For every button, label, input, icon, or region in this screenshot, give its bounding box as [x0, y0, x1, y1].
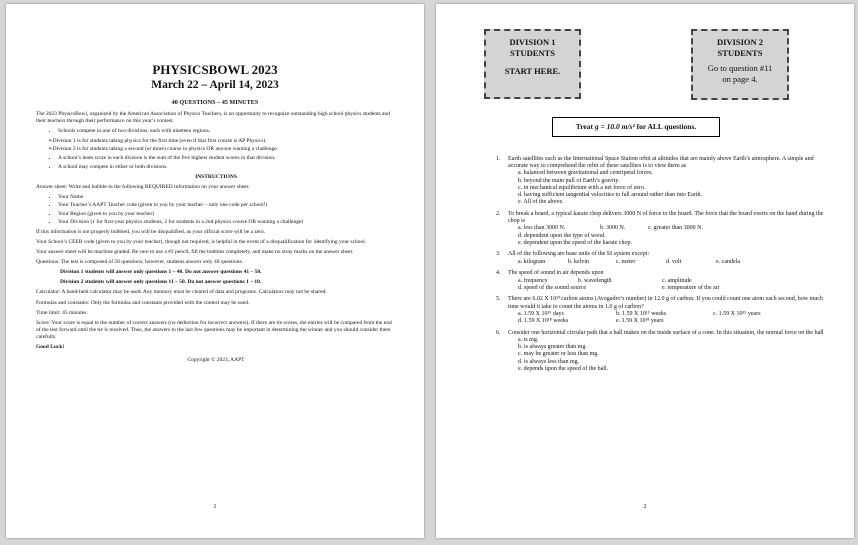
answer-row	[508, 278, 826, 285]
answer-option: d. volt	[666, 258, 682, 265]
answer-option: a. 1.59 X 10¹⁵ days	[518, 310, 564, 317]
answer-option: b. 3000 N.	[600, 225, 626, 232]
page-2	[436, 4, 854, 538]
instructions-heading: INSTRUCTIONS	[195, 173, 237, 180]
answer-row	[508, 311, 826, 318]
answer-option: c. meter	[616, 258, 636, 265]
division-1-box	[484, 29, 581, 99]
copyright: Copyright © 2023, AAPT	[187, 356, 245, 363]
answer-option: a. less than 3000 N.	[518, 225, 566, 232]
questions-list	[496, 156, 826, 377]
contest-subtitle: 40 QUESTIONS – 45 MINUTES	[171, 99, 259, 106]
division-1-line: STUDENTS	[510, 47, 555, 58]
answer-option: b. is always greater than mg.	[518, 344, 587, 351]
questions-paragraph: Questions: The test is composed of 50 questions; however, students answer only 40 questions.	[36, 259, 243, 266]
page-title: PHYSICSBOWL 2023	[152, 62, 278, 77]
question-5	[496, 296, 826, 325]
answer-option: e. 1.59 X 10¹⁸ years	[616, 318, 664, 325]
question-4	[496, 270, 826, 292]
division-2-box	[691, 29, 789, 100]
question-number: 6.	[496, 329, 501, 336]
page-1	[6, 4, 424, 538]
question-number: 4.	[496, 270, 501, 277]
answer-option: a. is mg.	[518, 336, 539, 343]
page-number: 2	[643, 504, 647, 510]
gravity-note	[552, 117, 720, 137]
required-info-list	[36, 194, 396, 226]
answer-option: e. All of the above.	[518, 199, 564, 206]
division-2-line: DIVISION 2	[716, 37, 764, 47]
division-2-line: Go to question #11	[707, 63, 773, 73]
ceeb-paragraph: Your School’s CEEB code (given to you by your teacher), though not required, is helpful in the event of a disqualification for identifying your school.	[36, 238, 367, 245]
answer-option: a. kilogram	[518, 258, 546, 265]
list-item: ➢ Division 1 is for students taking physics for the first time (even if that first course is AP Physics).	[48, 138, 396, 145]
answer-option: c. in mechanical equilibrium with a net force of zero.	[518, 184, 646, 191]
question-text: Consider one horizontal circular path that a ball makes on the inside surface of a cone. In this situation, the normal force on the ball	[508, 329, 824, 336]
answer-option: b. 1.59 X 10¹⁵ weeks	[616, 310, 667, 317]
list-item: • A school may compete in either or both divisions.	[58, 164, 396, 171]
question-2	[496, 211, 826, 247]
contest-dates: March 22 – April 14, 2023	[151, 79, 279, 91]
instructions-body	[36, 111, 396, 367]
list-item: • Your Name	[58, 194, 396, 201]
answer-option: e. candela	[716, 258, 740, 265]
question-text: There are 6.02 X 10²³ carbon atoms (Avogadro’s number) in 12.0 g of carbon. If you could count one atom each second, how much time would it take to count the atoms in 1.0 g of carbon?	[508, 296, 823, 310]
division-2-line: STUDENTS	[717, 47, 763, 58]
division-sublist	[36, 138, 396, 153]
gravity-formula: g = 10.0 m/s²	[594, 122, 635, 131]
answer-option: e. depends upon the speed of the ball.	[518, 365, 609, 372]
answer-option: a. balanced between gravitational and centripetal forces.	[518, 170, 653, 177]
list-item: ➢ Division 2 is for students taking a second (or more) course in physics OR anyone wanting a challenge.	[48, 146, 396, 153]
answer-option: c. may be greater or less than mg.	[518, 351, 599, 358]
list-item: • Your Division (1 for first-year physics students, 2 for students in a 2nd physics course OR wanting a challenge)	[58, 219, 396, 226]
list-item: • Your Teacher’s AAPT Teacher code (given to you by your teacher – only one code per school!)	[58, 202, 396, 209]
question-text: Earth satellites such as the International Space Station orbit at altitudes that are mainly above Earth’s atmosphere. A simple and accurate way to comprehend the orbit of these satellites is to view them as	[508, 156, 814, 170]
gravity-note-suffix: for ALL questions.	[634, 122, 697, 131]
answer-option: e. dependent upon the speed of the karate chop.	[518, 239, 632, 246]
question-number: 3.	[496, 251, 501, 258]
answer-option: d. 1.59 X 10¹⁸ weeks	[518, 318, 569, 325]
division-2-rule: Division 2 students will answer only questions 11 – 50. Do not answer questions 1 – 10.	[60, 279, 262, 286]
disqualified-paragraph: If this information is not properly bubbled, you will be disqualified, as your official score will be a zero.	[36, 228, 266, 235]
calculator-paragraph: Calculator: A hand-held calculator may be used. Any memory must be cleared of data and programs. Calculators may not be shared.	[36, 289, 327, 296]
question-text: To break a board, a typical karate chop delivers 3000 N of force to the board. The force that the board exerts on the hand during the chop is	[508, 210, 824, 225]
division-list	[36, 128, 396, 135]
answer-option: d. having sufficient tangential velocities to fall around rather than into Earth.	[518, 192, 702, 199]
question-text: The speed of sound in air depends upon	[508, 270, 604, 277]
answer-row	[508, 285, 826, 292]
question-number: 2.	[496, 210, 501, 217]
answer-row	[508, 225, 826, 232]
division-1-line: DIVISION 1	[509, 37, 556, 47]
question-3	[496, 251, 826, 265]
answer-option: b. beyond the main pull of Earth’s gravity.	[518, 177, 620, 184]
school-rules-list	[36, 155, 396, 170]
list-item: • Schools compete in one of two divisions, each with nineteen regions.	[58, 128, 396, 135]
answer-option: a. frequency	[518, 277, 548, 284]
answer-option: c. greater than 3000 N.	[648, 225, 703, 232]
division-1-rule: Division 1 students will answer only questions 1 – 40. Do not answer questions 41 – 50.	[60, 269, 262, 276]
answer-option: e. temperature of the air	[662, 284, 720, 291]
division-2-line: on page 4.	[722, 73, 758, 84]
answer-option: c. amplitude	[662, 277, 692, 284]
score-paragraph: Score: Your score is equal to the number of correct answers (no deduction for incorrect answers). If there are tie scores, the entries will be compared from the end of the test forward until the tie is resolved. Thus, the answers to the last few questions may be important in determining the winner and you should consider them carefully.	[36, 319, 392, 340]
machine-graded-paragraph: Your answer sheet will be machine graded. Be sure to use a #2 pencil, fill the bubbles completely, and make no stray marks on the answer sheet.	[36, 249, 354, 256]
question-number: 1.	[496, 156, 501, 162]
list-item: • A school’s team score in each division is the sum of the five highest student scores in that division.	[58, 155, 396, 162]
division-1-line: START HERE.	[504, 66, 561, 76]
answer-option: b. wavelength	[578, 277, 612, 284]
gravity-note-prefix: Treat	[575, 122, 595, 131]
time-limit-paragraph: Time limit: 45 minutes.	[36, 309, 88, 316]
question-6	[496, 330, 826, 373]
answer-option: d. speed of the sound source	[518, 284, 586, 291]
answer-row	[508, 318, 826, 325]
question-number: 5.	[496, 296, 501, 303]
question-1	[496, 156, 826, 206]
question-text: All of the following are base units of the SI system except:	[508, 251, 650, 258]
answer-row	[508, 259, 826, 266]
answer-option: b. kelvin	[568, 258, 589, 265]
answer-option: d. is always less than mg.	[518, 358, 580, 365]
answer-option: c. 1.59 X 10¹⁵ years	[713, 310, 761, 317]
page-number: 1	[213, 504, 217, 510]
answer-sheet-paragraph: Answer sheet: Write and bubble-in the following REQUIRED information on your answer sheet:	[36, 183, 250, 190]
intro-paragraph: The 2023 PhysicsBowl, organized by the American Association of Physics Teachers, is an opportunity to recognize outstanding high school physics students and their teachers through their performance on this year’s contest.	[36, 111, 390, 124]
good-luck: Good Luck!	[36, 343, 65, 350]
answer-option: d. dependent upon the type of wood.	[518, 232, 606, 239]
list-item: • Your Region (given to you by your teacher)	[58, 211, 396, 218]
formulas-paragraph: Formulas and constants: Only the formulas and constants provided with the contest may be used.	[36, 299, 250, 306]
